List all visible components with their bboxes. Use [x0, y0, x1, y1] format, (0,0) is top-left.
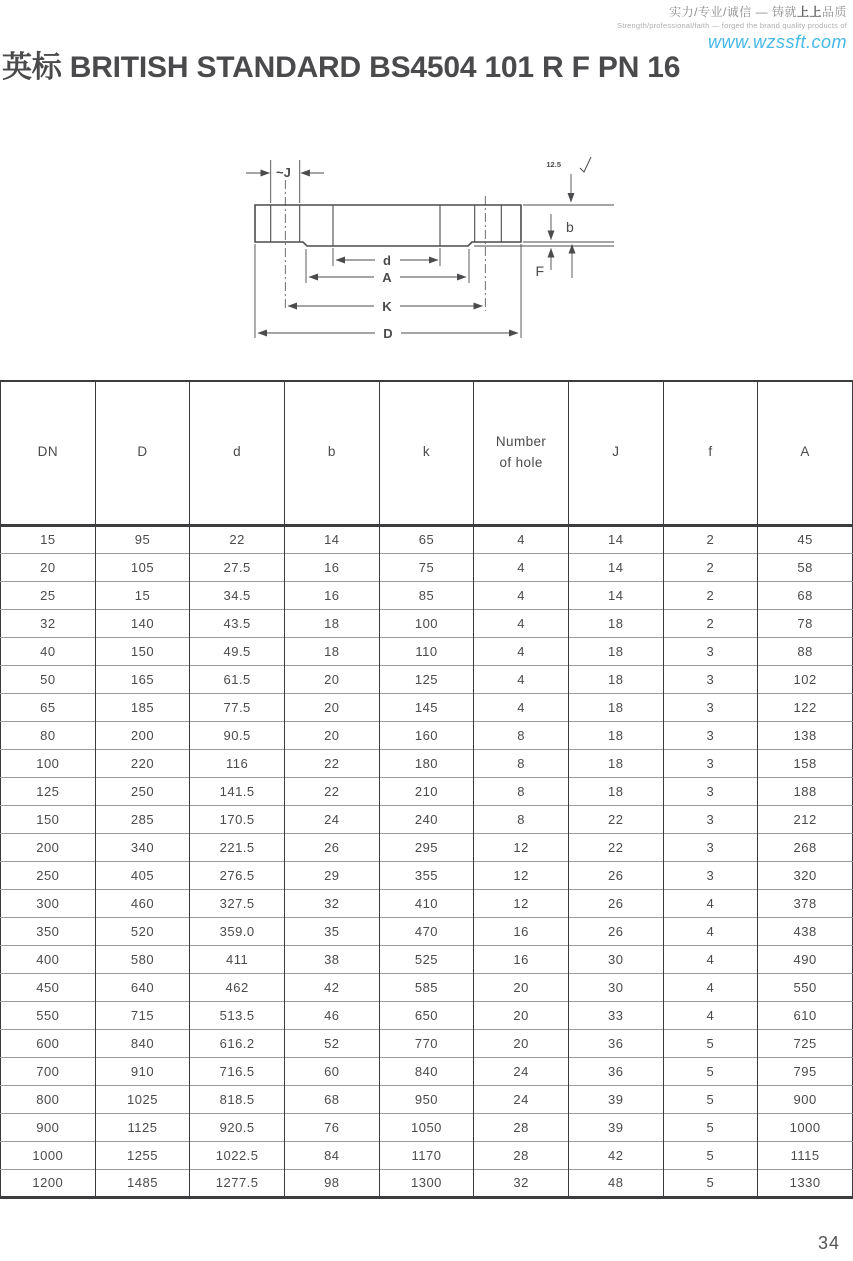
table-cell: 1485 — [95, 1169, 190, 1197]
table-cell: 700 — [1, 1057, 96, 1085]
table-cell: 1000 — [1, 1141, 96, 1169]
table-cell: 320 — [758, 861, 853, 889]
table-cell: 15 — [95, 581, 190, 609]
table-cell: 43.5 — [190, 609, 285, 637]
table-cell: 20 — [284, 721, 379, 749]
table-cell: 20 — [284, 693, 379, 721]
table-cell: 125 — [1, 777, 96, 805]
table-cell: 4 — [474, 665, 569, 693]
column-header-f: f — [663, 381, 758, 525]
table-cell: 14 — [284, 525, 379, 553]
table-cell: 268 — [758, 833, 853, 861]
table-cell: 400 — [1, 945, 96, 973]
column-header-a: A — [758, 381, 853, 525]
table-row — [1, 1085, 853, 1113]
table-cell: 3 — [663, 805, 758, 833]
table-cell: 14 — [568, 581, 663, 609]
table-row — [1, 1001, 853, 1029]
website-link[interactable]: www.wzssft.com — [707, 32, 847, 52]
table-cell: 716.5 — [190, 1057, 285, 1085]
table-cell: 24 — [474, 1085, 569, 1113]
table-cell: 22 — [568, 833, 663, 861]
table-cell: 98 — [284, 1169, 379, 1197]
table-cell: 818.5 — [190, 1085, 285, 1113]
table-cell: 221.5 — [190, 833, 285, 861]
table-cell: 462 — [190, 973, 285, 1001]
table-cell: 405 — [95, 861, 190, 889]
table-cell: 212 — [758, 805, 853, 833]
table-cell: 1125 — [95, 1113, 190, 1141]
table-cell: 36 — [568, 1057, 663, 1085]
table-cell: 28 — [474, 1113, 569, 1141]
table-cell: 12 — [474, 861, 569, 889]
table-cell: 22 — [284, 777, 379, 805]
table-cell: 3 — [663, 861, 758, 889]
table-cell: 438 — [758, 917, 853, 945]
table-cell: 16 — [474, 945, 569, 973]
table-cell: 100 — [379, 609, 474, 637]
table-cell: 300 — [1, 889, 96, 917]
table-cell: 16 — [284, 581, 379, 609]
table-cell: 18 — [568, 693, 663, 721]
flange-diagram — [228, 148, 632, 360]
table-cell: 45 — [758, 525, 853, 553]
table-cell: 49.5 — [190, 637, 285, 665]
table-cell: 1050 — [379, 1113, 474, 1141]
table-cell: 450 — [1, 973, 96, 1001]
table-cell: 100 — [1, 749, 96, 777]
table-cell: 1277.5 — [190, 1169, 285, 1197]
table-cell: 40 — [1, 637, 96, 665]
column-header-d: D — [95, 381, 190, 525]
table-cell: 48 — [568, 1169, 663, 1197]
table-row — [1, 973, 853, 1001]
table-cell: 27.5 — [190, 553, 285, 581]
table-cell: 170.5 — [190, 805, 285, 833]
page-title: 英标 BRITISH STANDARD BS4504 101 R F PN 16 — [2, 51, 681, 84]
slogan-cn-suffix: 品质 — [821, 5, 847, 19]
table-cell: 3 — [663, 665, 758, 693]
table-cell: 900 — [1, 1113, 96, 1141]
table-cell: 122 — [758, 693, 853, 721]
table-row — [1, 1141, 853, 1169]
table-cell: 513.5 — [190, 1001, 285, 1029]
table-cell: 355 — [379, 861, 474, 889]
table-cell: 61.5 — [190, 665, 285, 693]
table-cell: 30 — [568, 945, 663, 973]
table-cell: 138 — [758, 721, 853, 749]
table-cell: 4 — [663, 945, 758, 973]
table-cell: 46 — [284, 1001, 379, 1029]
table-cell: 1300 — [379, 1169, 474, 1197]
slogan-chinese — [617, 3, 847, 20]
dim-label-face-height: F — [535, 263, 544, 279]
table-cell: 715 — [95, 1001, 190, 1029]
table-cell: 250 — [95, 777, 190, 805]
table-cell: 20 — [474, 973, 569, 1001]
table-cell: 18 — [284, 609, 379, 637]
table-cell: 42 — [284, 973, 379, 1001]
table-cell: 160 — [379, 721, 474, 749]
table-row — [1, 749, 853, 777]
table-cell: 16 — [474, 917, 569, 945]
table-cell: 39 — [568, 1085, 663, 1113]
table-cell: 1330 — [758, 1169, 853, 1197]
table-row — [1, 945, 853, 973]
table-cell: 32 — [284, 889, 379, 917]
table-cell: 460 — [95, 889, 190, 917]
table-cell: 378 — [758, 889, 853, 917]
column-header-b: b — [284, 381, 379, 525]
table-cell: 141.5 — [190, 777, 285, 805]
table-cell: 102 — [758, 665, 853, 693]
table-cell: 84 — [284, 1141, 379, 1169]
table-cell: 1255 — [95, 1141, 190, 1169]
table-cell: 840 — [379, 1057, 474, 1085]
column-header-d: d — [190, 381, 285, 525]
table-cell: 18 — [568, 665, 663, 693]
dimensions-table — [0, 380, 853, 1199]
table-cell: 188 — [758, 777, 853, 805]
table-cell: 616.2 — [190, 1029, 285, 1057]
table-row — [1, 637, 853, 665]
table-row — [1, 917, 853, 945]
table-cell: 770 — [379, 1029, 474, 1057]
table-cell: 4 — [474, 553, 569, 581]
table-cell: 200 — [95, 721, 190, 749]
table-cell: 20 — [284, 665, 379, 693]
table-cell: 3 — [663, 637, 758, 665]
table-row — [1, 1029, 853, 1057]
table-cell: 77.5 — [190, 693, 285, 721]
table-cell: 550 — [758, 973, 853, 1001]
table-row — [1, 721, 853, 749]
table-cell: 185 — [95, 693, 190, 721]
table-cell: 4 — [663, 917, 758, 945]
table-cell: 795 — [758, 1057, 853, 1085]
table-cell: 1000 — [758, 1113, 853, 1141]
table-cell: 25 — [1, 581, 96, 609]
table-cell: 24 — [284, 805, 379, 833]
table-cell: 220 — [95, 749, 190, 777]
table-cell: 640 — [95, 973, 190, 1001]
table-cell: 75 — [379, 553, 474, 581]
table-cell: 76 — [284, 1113, 379, 1141]
table-cell: 3 — [663, 777, 758, 805]
table-cell: 4 — [663, 973, 758, 1001]
table-row — [1, 1057, 853, 1085]
table-cell: 140 — [95, 609, 190, 637]
table-cell: 520 — [95, 917, 190, 945]
table-row — [1, 553, 853, 581]
table-row — [1, 525, 853, 553]
table-cell: 28 — [474, 1141, 569, 1169]
table-cell: 8 — [474, 721, 569, 749]
table-row — [1, 665, 853, 693]
dim-label-bore: d — [383, 253, 391, 268]
table-cell: 150 — [1, 805, 96, 833]
dim-label-bolt-circle: K — [382, 299, 392, 314]
table-cell: 150 — [95, 637, 190, 665]
table-cell: 20 — [1, 553, 96, 581]
table-cell: 12 — [474, 889, 569, 917]
table-cell: 12 — [474, 833, 569, 861]
table-cell: 411 — [190, 945, 285, 973]
table-cell: 18 — [568, 749, 663, 777]
table-row — [1, 609, 853, 637]
table-cell: 200 — [1, 833, 96, 861]
table-cell: 5 — [663, 1169, 758, 1197]
table-cell: 39 — [568, 1113, 663, 1141]
table-cell: 585 — [379, 973, 474, 1001]
table-cell: 5 — [663, 1057, 758, 1085]
table-cell: 68 — [758, 581, 853, 609]
table-row — [1, 777, 853, 805]
table-cell: 920.5 — [190, 1113, 285, 1141]
roughness-value: 12.5 — [546, 160, 561, 169]
table-cell: 8 — [474, 749, 569, 777]
table-cell: 725 — [758, 1029, 853, 1057]
table-cell: 1022.5 — [190, 1141, 285, 1169]
table-cell: 15 — [40, 532, 56, 547]
slogan-cn-prefix: 实力/专业/诚信 — 铸就 — [669, 5, 797, 19]
table-cell: 18 — [568, 637, 663, 665]
table-cell: 116 — [190, 749, 285, 777]
table-cell: 32 — [1, 609, 96, 637]
table-cell: 800 — [1, 1085, 96, 1113]
table-body — [1, 525, 853, 1197]
table-cell: 4 — [474, 637, 569, 665]
dim-label-outer-diameter: D — [383, 326, 393, 341]
dim-label-raised-face: A — [382, 270, 392, 285]
table-cell: 600 — [1, 1029, 96, 1057]
table-cell: 18 — [568, 609, 663, 637]
table-cell: 22 — [190, 525, 285, 553]
table-cell: 22 — [284, 749, 379, 777]
table-cell: 2 — [663, 553, 758, 581]
table-cell: 35 — [284, 917, 379, 945]
table-cell: 58 — [758, 553, 853, 581]
table-cell: 26 — [568, 889, 663, 917]
table-cell: 88 — [758, 637, 853, 665]
table-cell: 65 — [1, 693, 96, 721]
table-cell: 210 — [379, 777, 474, 805]
column-header-k: k — [379, 381, 474, 525]
table-cell: 285 — [95, 805, 190, 833]
table-cell: 24 — [474, 1057, 569, 1085]
table-cell: 910 — [95, 1057, 190, 1085]
table-row — [1, 889, 853, 917]
column-header-number-of-hole: Number of hole — [474, 381, 569, 525]
table-row — [1, 833, 853, 861]
table-cell: 145 — [379, 693, 474, 721]
column-header-dn: DN — [1, 381, 96, 525]
table-cell: 20 — [474, 1001, 569, 1029]
table-cell: 105 — [95, 553, 190, 581]
table-cell: 295 — [379, 833, 474, 861]
table-cell: 1200 — [1, 1169, 96, 1197]
table-cell: 32 — [474, 1169, 569, 1197]
table-cell: 610 — [758, 1001, 853, 1029]
column-header-j: J — [568, 381, 663, 525]
table-cell: 14 — [568, 553, 663, 581]
table-cell: 2 — [663, 525, 758, 553]
table-cell: 5 — [663, 1085, 758, 1113]
table-cell: 26 — [568, 861, 663, 889]
table-cell: 2 — [663, 581, 758, 609]
table-cell: 550 — [1, 1001, 96, 1029]
table-cell: 65 — [379, 525, 474, 553]
table-cell: 4 — [474, 581, 569, 609]
table-cell: 80 — [1, 721, 96, 749]
dim-label-bolt-hole: ~J — [276, 165, 291, 180]
table-cell: 1170 — [379, 1141, 474, 1169]
table-cell: 276.5 — [190, 861, 285, 889]
table-cell: 580 — [95, 945, 190, 973]
table-cell: 26 — [568, 917, 663, 945]
table-cell: 4 — [663, 889, 758, 917]
table-row — [1, 581, 853, 609]
slogan-english: Strength/professional/faith — forged the brand quality products of — [617, 21, 847, 30]
table-header-row — [1, 381, 853, 525]
table-row — [1, 805, 853, 833]
table-cell: 3 — [663, 749, 758, 777]
table-cell: 14 — [568, 525, 663, 553]
table-row — [1, 861, 853, 889]
table-cell: 50 — [1, 665, 96, 693]
table-cell: 650 — [379, 1001, 474, 1029]
table-cell: 350 — [1, 917, 96, 945]
table-cell: 20 — [474, 1029, 569, 1057]
table-cell: 250 — [1, 861, 96, 889]
table-cell: 78 — [758, 609, 853, 637]
table-cell: 4 — [474, 693, 569, 721]
table-cell: 26 — [284, 833, 379, 861]
table-cell: 34.5 — [190, 581, 285, 609]
table-cell: 5 — [663, 1141, 758, 1169]
table-cell: 18 — [284, 637, 379, 665]
table-cell: 90.5 — [190, 721, 285, 749]
table-cell: 16 — [284, 553, 379, 581]
table-cell: 158 — [758, 749, 853, 777]
table-row — [1, 693, 853, 721]
table-cell: 359.0 — [190, 917, 285, 945]
table-cell: 3 — [663, 721, 758, 749]
table-cell: 5 — [663, 1029, 758, 1057]
table-cell: 3 — [663, 693, 758, 721]
table-cell: 52 — [284, 1029, 379, 1057]
table-cell: 950 — [379, 1085, 474, 1113]
table-cell: 60 — [284, 1057, 379, 1085]
table-cell: 36 — [568, 1029, 663, 1057]
table-cell: 33 — [568, 1001, 663, 1029]
table-cell: 3 — [663, 833, 758, 861]
table-cell: 125 — [379, 665, 474, 693]
table-cell: 4 — [474, 525, 569, 553]
table-cell: 22 — [568, 805, 663, 833]
table-cell: 327.5 — [190, 889, 285, 917]
table-cell: 42 — [568, 1141, 663, 1169]
table-cell: 490 — [758, 945, 853, 973]
table-cell: 110 — [379, 637, 474, 665]
table-cell: 180 — [379, 749, 474, 777]
table-cell: 8 — [474, 805, 569, 833]
flange-cross-section-drawing — [228, 148, 632, 360]
table-cell: 240 — [379, 805, 474, 833]
table-cell: 18 — [568, 777, 663, 805]
table-cell: 29 — [284, 861, 379, 889]
table-cell: 165 — [95, 665, 190, 693]
dimension-table-wrap — [0, 380, 853, 1199]
table-cell: 5 — [663, 1113, 758, 1141]
dim-label-thickness: b — [566, 219, 574, 235]
table-cell: 840 — [95, 1029, 190, 1057]
table-row — [1, 1113, 853, 1141]
table-cell: 340 — [95, 833, 190, 861]
page-number: 34 — [817, 1233, 840, 1253]
table-cell: 85 — [379, 581, 474, 609]
table-cell: 30 — [568, 973, 663, 1001]
table-cell: 410 — [379, 889, 474, 917]
table-cell: 4 — [474, 609, 569, 637]
table-cell: 4 — [663, 1001, 758, 1029]
table-cell: 1025 — [95, 1085, 190, 1113]
table-cell: 470 — [379, 917, 474, 945]
table-cell: 18 — [568, 721, 663, 749]
table-cell: 38 — [284, 945, 379, 973]
table-cell: 68 — [284, 1085, 379, 1113]
slogan-cn-brand: 上上 — [796, 5, 822, 19]
table-cell: 95 — [95, 525, 190, 553]
table-cell: 525 — [379, 945, 474, 973]
table-cell: 1115 — [758, 1141, 853, 1169]
table-row — [1, 1169, 853, 1197]
table-cell: 8 — [474, 777, 569, 805]
table-cell: 900 — [758, 1085, 853, 1113]
table-cell: 2 — [663, 609, 758, 637]
